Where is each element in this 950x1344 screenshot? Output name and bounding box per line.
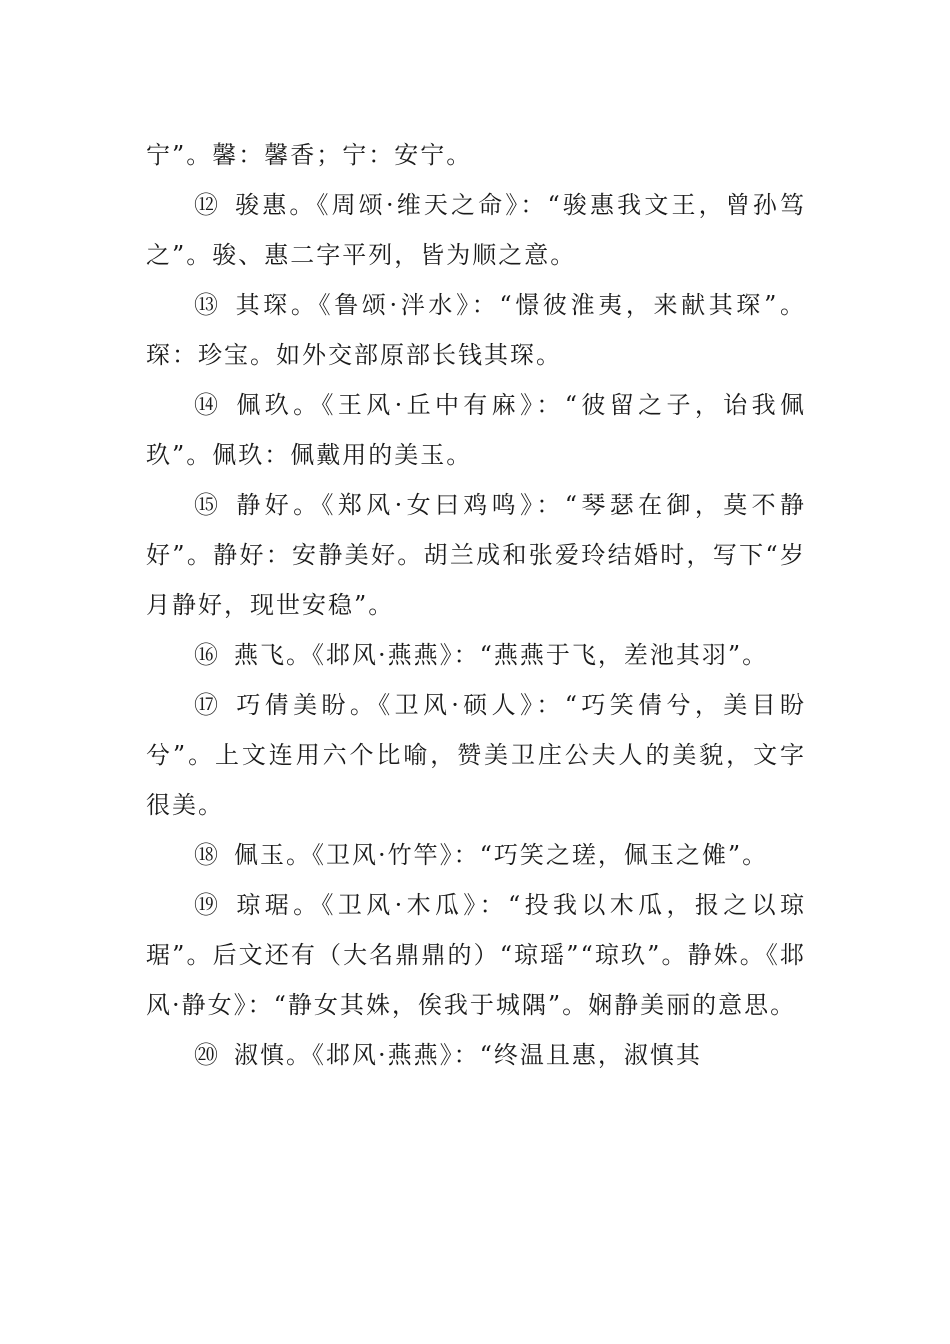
paragraph-note-14: [146, 380, 806, 480]
note-number: ⑮: [194, 491, 220, 519]
paragraph-text: 宁”。馨：馨香；宁：安宁。: [146, 141, 473, 169]
paragraph-note-15: [146, 480, 806, 630]
paragraph-note-12: [146, 180, 806, 280]
paragraph-text: 巧倩美盼。《卫风·硕人》：“巧笑倩兮，美目盼兮”。上文连用六个比喻，赞美卫庄公夫人的美貌，文字很美。: [146, 691, 806, 819]
paragraph-note-13: [146, 280, 806, 380]
note-number: ⑭: [194, 391, 220, 419]
note-number: ⑲: [194, 891, 220, 919]
paragraph-text: 燕飞。《邶风·燕燕》：“燕燕于飞，差池其羽”。: [234, 641, 769, 669]
paragraph-text: 佩玉。《卫风·竹竿》：“巧笑之瑳，佩玉之傩”。: [234, 841, 769, 869]
paragraph-text: 琼琚。《卫风·木瓜》：“投我以木瓜，报之以琼琚”。后文还有（大名鼎鼎的）“琼瑶”“琼玖”。静姝。《邶风·静女》：“静女其姝，俟我于城隅”。娴静美丽的意思。: [146, 891, 806, 1019]
paragraph-text: 淑慎。《邶风·燕燕》：“终温且惠，淑慎其: [234, 1041, 702, 1069]
note-number: ⑫: [194, 191, 220, 219]
paragraph-text: 静好。《郑风·女曰鸡鸣》：“琴瑟在御，莫不静好”。静好：安静美好。胡兰成和张爱玲结婚时，写下“岁月静好，现世安稳”。: [146, 491, 806, 619]
paragraph-text: 骏惠。《周颂·维天之命》：“骏惠我文王，曾孙笃之”。骏、惠二字平列，皆为顺之意。: [146, 191, 806, 269]
paragraph-note-16: [146, 630, 806, 680]
note-number: ⑳: [194, 1041, 220, 1069]
paragraph-note-17: [146, 680, 806, 830]
body-text: [146, 130, 806, 1080]
paragraph-text: 佩玖。《王风·丘中有麻》：“彼留之子，诒我佩玖”。佩玖：佩戴用的美玉。: [146, 391, 806, 469]
note-number: ⑬: [194, 291, 220, 319]
paragraph-note-19: [146, 880, 806, 1030]
paragraph-continuation: [146, 130, 806, 180]
paragraph-note-18: [146, 830, 806, 880]
note-number: ⑯: [194, 641, 220, 669]
note-number: ⑰: [194, 691, 220, 719]
paragraph-note-20: [146, 1030, 806, 1080]
paragraph-text: 其琛。《鲁颂·泮水》：“憬彼淮夷，来献其琛”。琛：珍宝。如外交部原部长钱其琛。: [146, 291, 806, 369]
note-number: ⑱: [194, 841, 220, 869]
